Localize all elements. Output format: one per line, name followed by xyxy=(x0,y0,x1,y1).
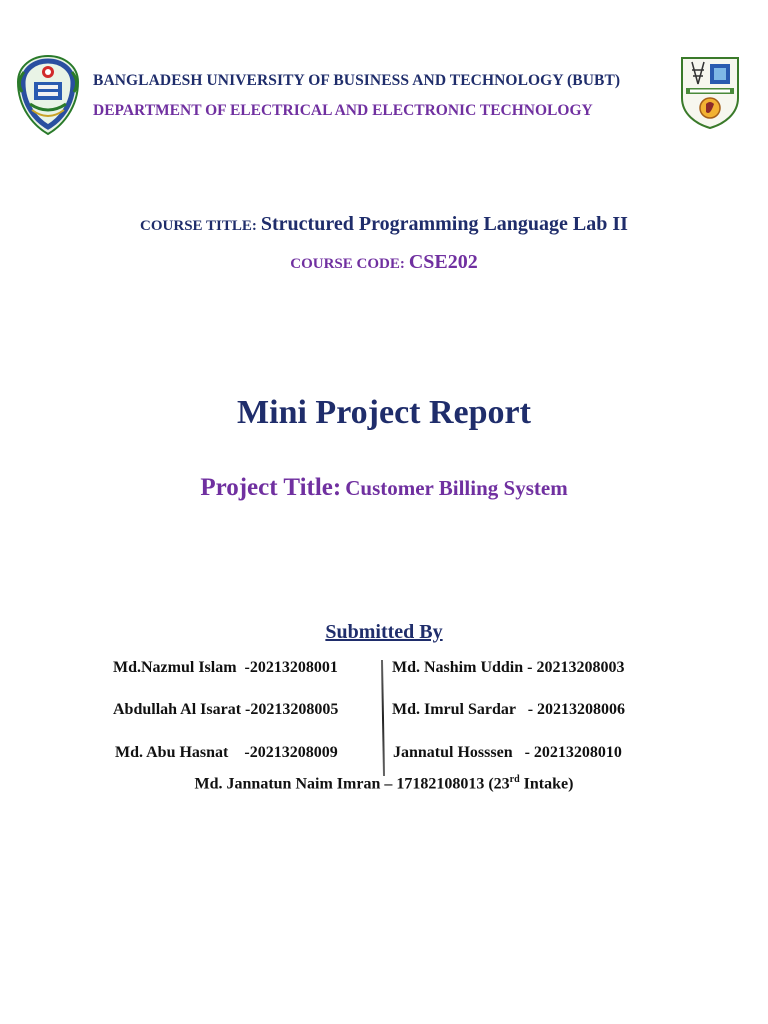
course-title-label: COURSE TITLE: xyxy=(140,218,257,234)
member-right-2: Md. Imrul Sardar - 20213208006 xyxy=(392,701,626,718)
member-left-2: Abdullah Al Isarat -20213208005 xyxy=(113,701,339,718)
member-left-3: Md. Abu Hasnat -20213208009 xyxy=(115,744,338,761)
project-title-line xyxy=(0,474,768,502)
course-code-label: COURSE CODE: xyxy=(290,256,405,272)
member-right-3: Jannatul Hosssen - 20213208010 xyxy=(393,744,622,761)
course-title-value: Structured Programming Language Lab II xyxy=(260,213,628,235)
member-last-tail: Intake) xyxy=(519,775,574,793)
department-name: DEPARTMENT OF ELECTRICAL AND ELECTRONIC TECHNOLOGY xyxy=(93,102,593,119)
report-title: Mini Project Report xyxy=(237,394,531,431)
university-name: BANGLADESH UNIVERSITY OF BUSINESS AND TECHNOLOGY (BUBT) xyxy=(93,72,621,89)
member-left-1: Md.Nazmul Islam -20213208001 xyxy=(113,659,338,676)
submitted-by-heading: Submitted By xyxy=(325,621,443,643)
university-seal-logo xyxy=(12,52,84,136)
member-right-1: Md. Nashim Uddin - 20213208003 xyxy=(392,659,625,676)
course-title-line xyxy=(0,213,768,236)
member-last xyxy=(0,774,768,793)
member-last-main: Md. Jannatun Naim Imran – 17182108013 (23 xyxy=(194,775,510,793)
course-code-line xyxy=(0,251,768,274)
department-emblem-logo xyxy=(678,54,742,130)
column-divider xyxy=(381,660,385,776)
project-title-label: Project Title: xyxy=(200,474,342,501)
course-code-value: CSE202 xyxy=(408,251,478,273)
project-title-value: Customer Billing System xyxy=(345,476,568,500)
member-last-ordinal: rd xyxy=(509,774,520,785)
